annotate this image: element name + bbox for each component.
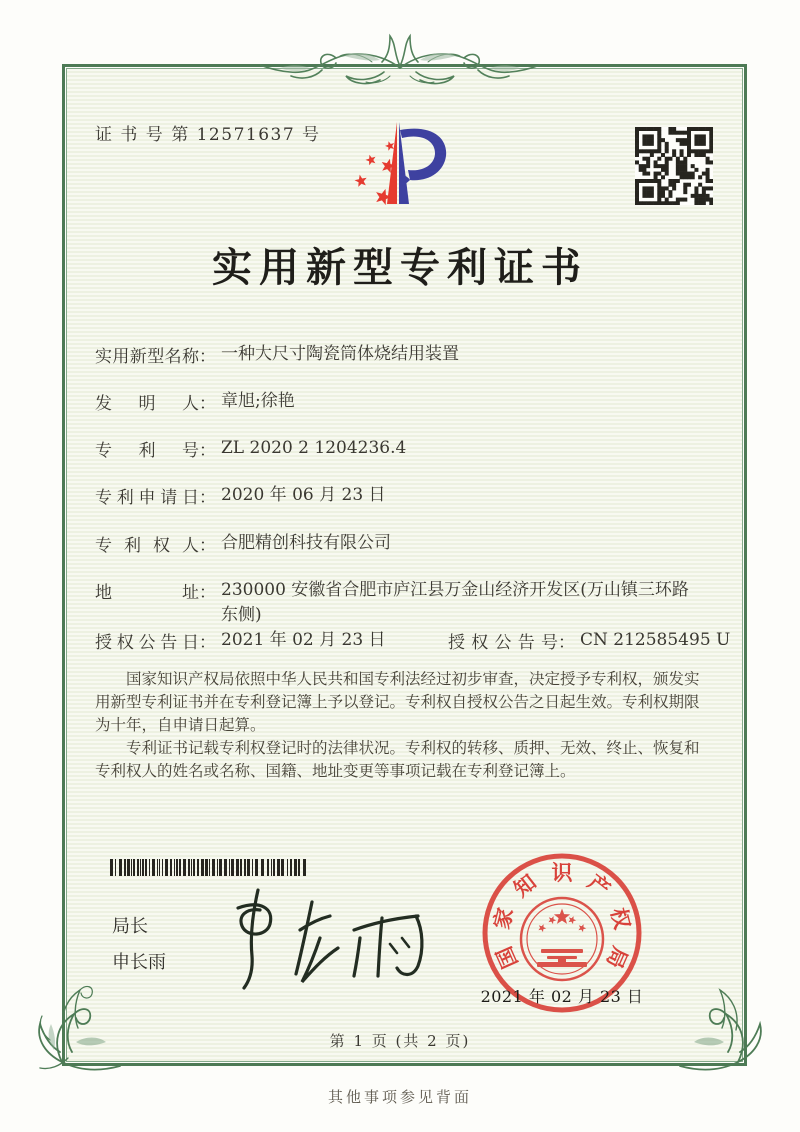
field-label: 授权公告日 <box>95 633 199 653</box>
svg-text:识: 识 <box>551 860 573 885</box>
certificate-number: 证 书 号 第 12571637 号 <box>95 125 321 145</box>
colon: ： <box>558 633 575 653</box>
field-value: CN 212585495 U <box>580 630 731 650</box>
field-row-address <box>95 578 705 628</box>
director-signature-icon <box>216 874 431 992</box>
field-row-patentee <box>95 531 710 556</box>
colon: ： <box>199 347 216 367</box>
field-row-inventor <box>95 389 710 414</box>
field-value: 一种大尺寸陶瓷筒体烧结用装置 <box>221 344 459 364</box>
field-row-grant-date <box>95 628 386 653</box>
legal-paragraph-1: 国家知识产权局依照中华人民共和国专利法经过初步审查，决定授予专利权，颁发实用新型专利证书并在专利登记簿上予以登记。专利权自授权公告之日起生效。专利权期限为十年，自申请日起算。 <box>95 670 700 734</box>
field-value: 230000 安徽省合肥市庐江县万金山经济开发区(万山镇三环路东侧) <box>221 580 689 625</box>
colon: ： <box>199 633 216 653</box>
field-row-name <box>95 342 710 367</box>
certificate-title: 实用新型专利证书 <box>212 244 588 291</box>
svg-text:知: 知 <box>508 869 541 902</box>
page-number: 第 1 页 (共 2 页) <box>329 1032 471 1050</box>
signer-name: 申长雨 <box>112 952 166 973</box>
national-emblem <box>521 898 603 980</box>
svg-text:权: 权 <box>606 905 636 932</box>
field-label: 发明人 <box>95 394 199 414</box>
field-value: 2021 年 02 月 23 日 <box>221 630 386 650</box>
svg-text:家: 家 <box>488 905 518 932</box>
field-label: 专利号 <box>95 441 199 461</box>
field-row-patent-no <box>95 436 710 461</box>
colon: ： <box>199 536 216 556</box>
svg-text:国: 国 <box>491 942 523 973</box>
field-label: 专利权人 <box>95 536 199 556</box>
svg-text:局: 局 <box>601 942 633 973</box>
colon: ： <box>199 488 216 508</box>
field-label: 专利申请日 <box>95 488 199 508</box>
colon: ： <box>199 441 216 461</box>
field-value: ZL 2020 2 1204236.4 <box>221 438 407 458</box>
legal-text <box>95 668 709 783</box>
field-label: 地址 <box>95 583 199 603</box>
field-value: 章旭;徐艳 <box>221 391 295 411</box>
field-row-grant-no <box>448 628 730 653</box>
field-label: 实用新型名称 <box>95 347 199 367</box>
colon: ： <box>199 583 216 603</box>
cnipa-logo-icon <box>336 108 464 220</box>
field-value: 合肥精创科技有限公司 <box>221 533 391 553</box>
field-row-filing-date <box>95 483 710 508</box>
svg-text:产: 产 <box>583 869 616 902</box>
signer-title: 局长 <box>112 916 148 937</box>
field-value: 2020 年 06 月 23 日 <box>221 485 386 505</box>
legal-paragraph-2: 专利证书记载专利权登记时的法律状况。专利权的转移、质押、无效、终止、恢复和专利权人的姓名或名称、国籍、地址变更等事项记载在专利登记簿上。 <box>95 739 700 780</box>
seal-date: 2021 年 02 月 23 日 <box>480 987 644 1006</box>
colon: ： <box>199 394 216 414</box>
back-note: 其他事项参见背面 <box>327 1088 472 1106</box>
qr-code-icon <box>635 127 713 205</box>
field-label: 授权公告号 <box>448 633 558 653</box>
